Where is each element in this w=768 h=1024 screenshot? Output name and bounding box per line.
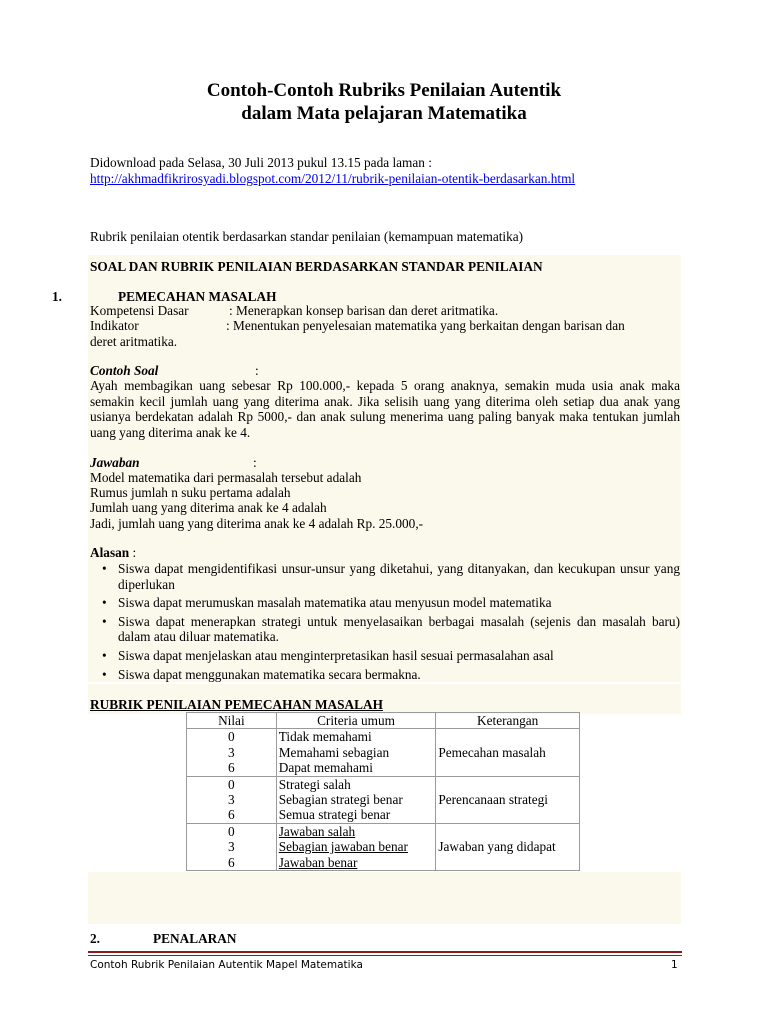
- nilai-value: 0: [228, 729, 235, 745]
- alasan-heading: [90, 545, 136, 561]
- section-1-number: 1.: [52, 289, 62, 304]
- table-row: [187, 776, 580, 823]
- header-keterangan: Keterangan: [436, 713, 580, 729]
- indikator-label: Indikator: [90, 318, 139, 333]
- section-heading: SOAL DAN RUBRIK PENILAIAN BERDASARKAN STANDAR PENILAIAN: [90, 259, 543, 274]
- alasan-item: • Siswa dapat menggunakan matematika secara bermakna.: [90, 667, 680, 683]
- rubric-heading: RUBRIK PENILAIAN PEMECAHAN MASALAH: [90, 697, 383, 712]
- criteria-cell: [276, 776, 436, 823]
- kd-value: : Menerapkan konsep barisan dan deret aritmatika.: [229, 303, 499, 318]
- criteria-text: Jawaban salah: [278, 823, 356, 839]
- kd-label: Kompetensi Dasar: [90, 303, 189, 318]
- footer-rule-thin: [88, 955, 682, 956]
- criteria-text: Memahami sebagian: [278, 744, 390, 760]
- source-link[interactable]: http://akhmadfikrirosyadi.blogspot.com/2012/11/rubrik-penilaian-otentik-berdasarkan.html: [90, 171, 576, 186]
- section-2-title: PENALARAN: [153, 931, 237, 946]
- contoh-soal-colon: :: [255, 363, 259, 378]
- criteria-text: Semua strategi benar: [278, 807, 391, 823]
- nilai-value: 6: [228, 854, 235, 870]
- header-criteria: Criteria umum: [276, 713, 436, 729]
- rubric-table: [186, 712, 580, 871]
- criteria-text: Sebagian jawaban benar: [278, 839, 408, 855]
- nilai-value: 0: [228, 823, 235, 839]
- jawaban-line: Jadi, jumlah uang yang diterima anak ke 4 adalah Rp. 25.000,-: [90, 516, 424, 531]
- rubric-header-row: [187, 713, 580, 729]
- document-title-line1: Contoh-Contoh Rubriks Penilaian Autentik: [206, 80, 562, 101]
- nilai-value: 3: [228, 839, 235, 855]
- criteria-text: Jawaban benar: [278, 854, 358, 870]
- footer-rule: [88, 951, 682, 953]
- section-2-background: [88, 872, 681, 924]
- download-note: Didownload pada Selasa, 30 Juli 2013 pukul 13.15 pada laman :: [90, 155, 432, 170]
- alasan-colon: :: [129, 545, 137, 560]
- header-nilai: Nilai: [187, 713, 277, 729]
- criteria-text: Dapat memahami: [278, 760, 373, 776]
- alasan-item: • Siswa dapat mengidentifikasi unsur-unsur yang diketahui, yang ditanyakan, dan kecukupan unsur yang diperlukan: [90, 561, 680, 592]
- table-row: [187, 823, 580, 870]
- nilai-value: 6: [228, 760, 235, 776]
- nilai-value: 6: [228, 807, 235, 823]
- keterangan-cell: Pemecahan masalah: [436, 729, 580, 776]
- alasan-item: • Siswa dapat menerapkan strategi untuk menyelasaikan berbagai masalah (sejenis dan masalah baru) dalam atau diluar matematika.: [90, 614, 680, 645]
- criteria-text: Sebagian strategi benar: [278, 792, 403, 808]
- jawaban-label: Jawaban: [90, 455, 140, 470]
- contoh-soal-label: Contoh Soal: [90, 363, 159, 378]
- document-title-line2: dalam Mata pelajaran Matematika: [241, 103, 527, 124]
- alasan-label: Alasan: [90, 545, 130, 560]
- keterangan-cell: Jawaban yang didapat: [436, 823, 580, 870]
- nilai-cell: [187, 776, 277, 823]
- nilai-value: 0: [228, 776, 235, 792]
- page-number: 1: [671, 959, 678, 971]
- intro-text: Rubrik penilaian otentik berdasarkan standar penilaian (kemampuan matematika): [90, 229, 524, 244]
- nilai-value: 3: [228, 744, 235, 760]
- nilai-value: 3: [228, 792, 235, 808]
- jawaban-line: Jumlah uang yang diterima anak ke 4 adalah: [90, 500, 327, 515]
- footer-text: Contoh Rubrik Penilaian Autentik Mapel Matematika: [90, 959, 363, 971]
- jawaban-line: Model matematika dari permasalah tersebut adalah: [90, 470, 362, 485]
- jawaban-colon: :: [253, 455, 257, 470]
- criteria-text: Strategi salah: [278, 776, 351, 792]
- alasan-item: • Siswa dapat menjelaskan atau menginterpretasikan hasil sesuai permasalahan asal: [90, 648, 680, 664]
- table-row: [187, 729, 580, 776]
- jawaban-line: Rumus jumlah n suku pertama adalah: [90, 485, 291, 500]
- alasan-list: [90, 561, 680, 685]
- keterangan-cell: Perencanaan strategi: [436, 776, 580, 823]
- criteria-cell: [276, 729, 436, 776]
- indikator-continuation: deret aritmatika.: [90, 334, 178, 349]
- criteria-cell: [276, 823, 436, 870]
- contoh-soal-text: Ayah membagikan uang sebesar Rp 100.000,- kepada 5 orang anaknya, semakin muda usia anak maka semakin kecil jumlah uang yang diterima anak. Jika selisih uang yang diterima oleh setiap dua anak yang usianya berdekatan adalah Rp 5000,- dan anak sulung menerima uang paling banyak maka tentukan jumlah uang yang diterima anak ke 4.: [90, 378, 680, 440]
- nilai-cell: [187, 729, 277, 776]
- criteria-text: Tidak memahami: [278, 729, 372, 745]
- section-1-title: PEMECAHAN MASALAH: [118, 289, 277, 304]
- nilai-cell: [187, 823, 277, 870]
- indikator-value: : Menentukan penyelesaian matematika yang berkaitan dengan barisan dan: [226, 318, 625, 333]
- alasan-item: • Siswa dapat merumuskan masalah matematika atau menyusun model matematika: [90, 595, 680, 611]
- section-2-number: 2.: [90, 931, 100, 946]
